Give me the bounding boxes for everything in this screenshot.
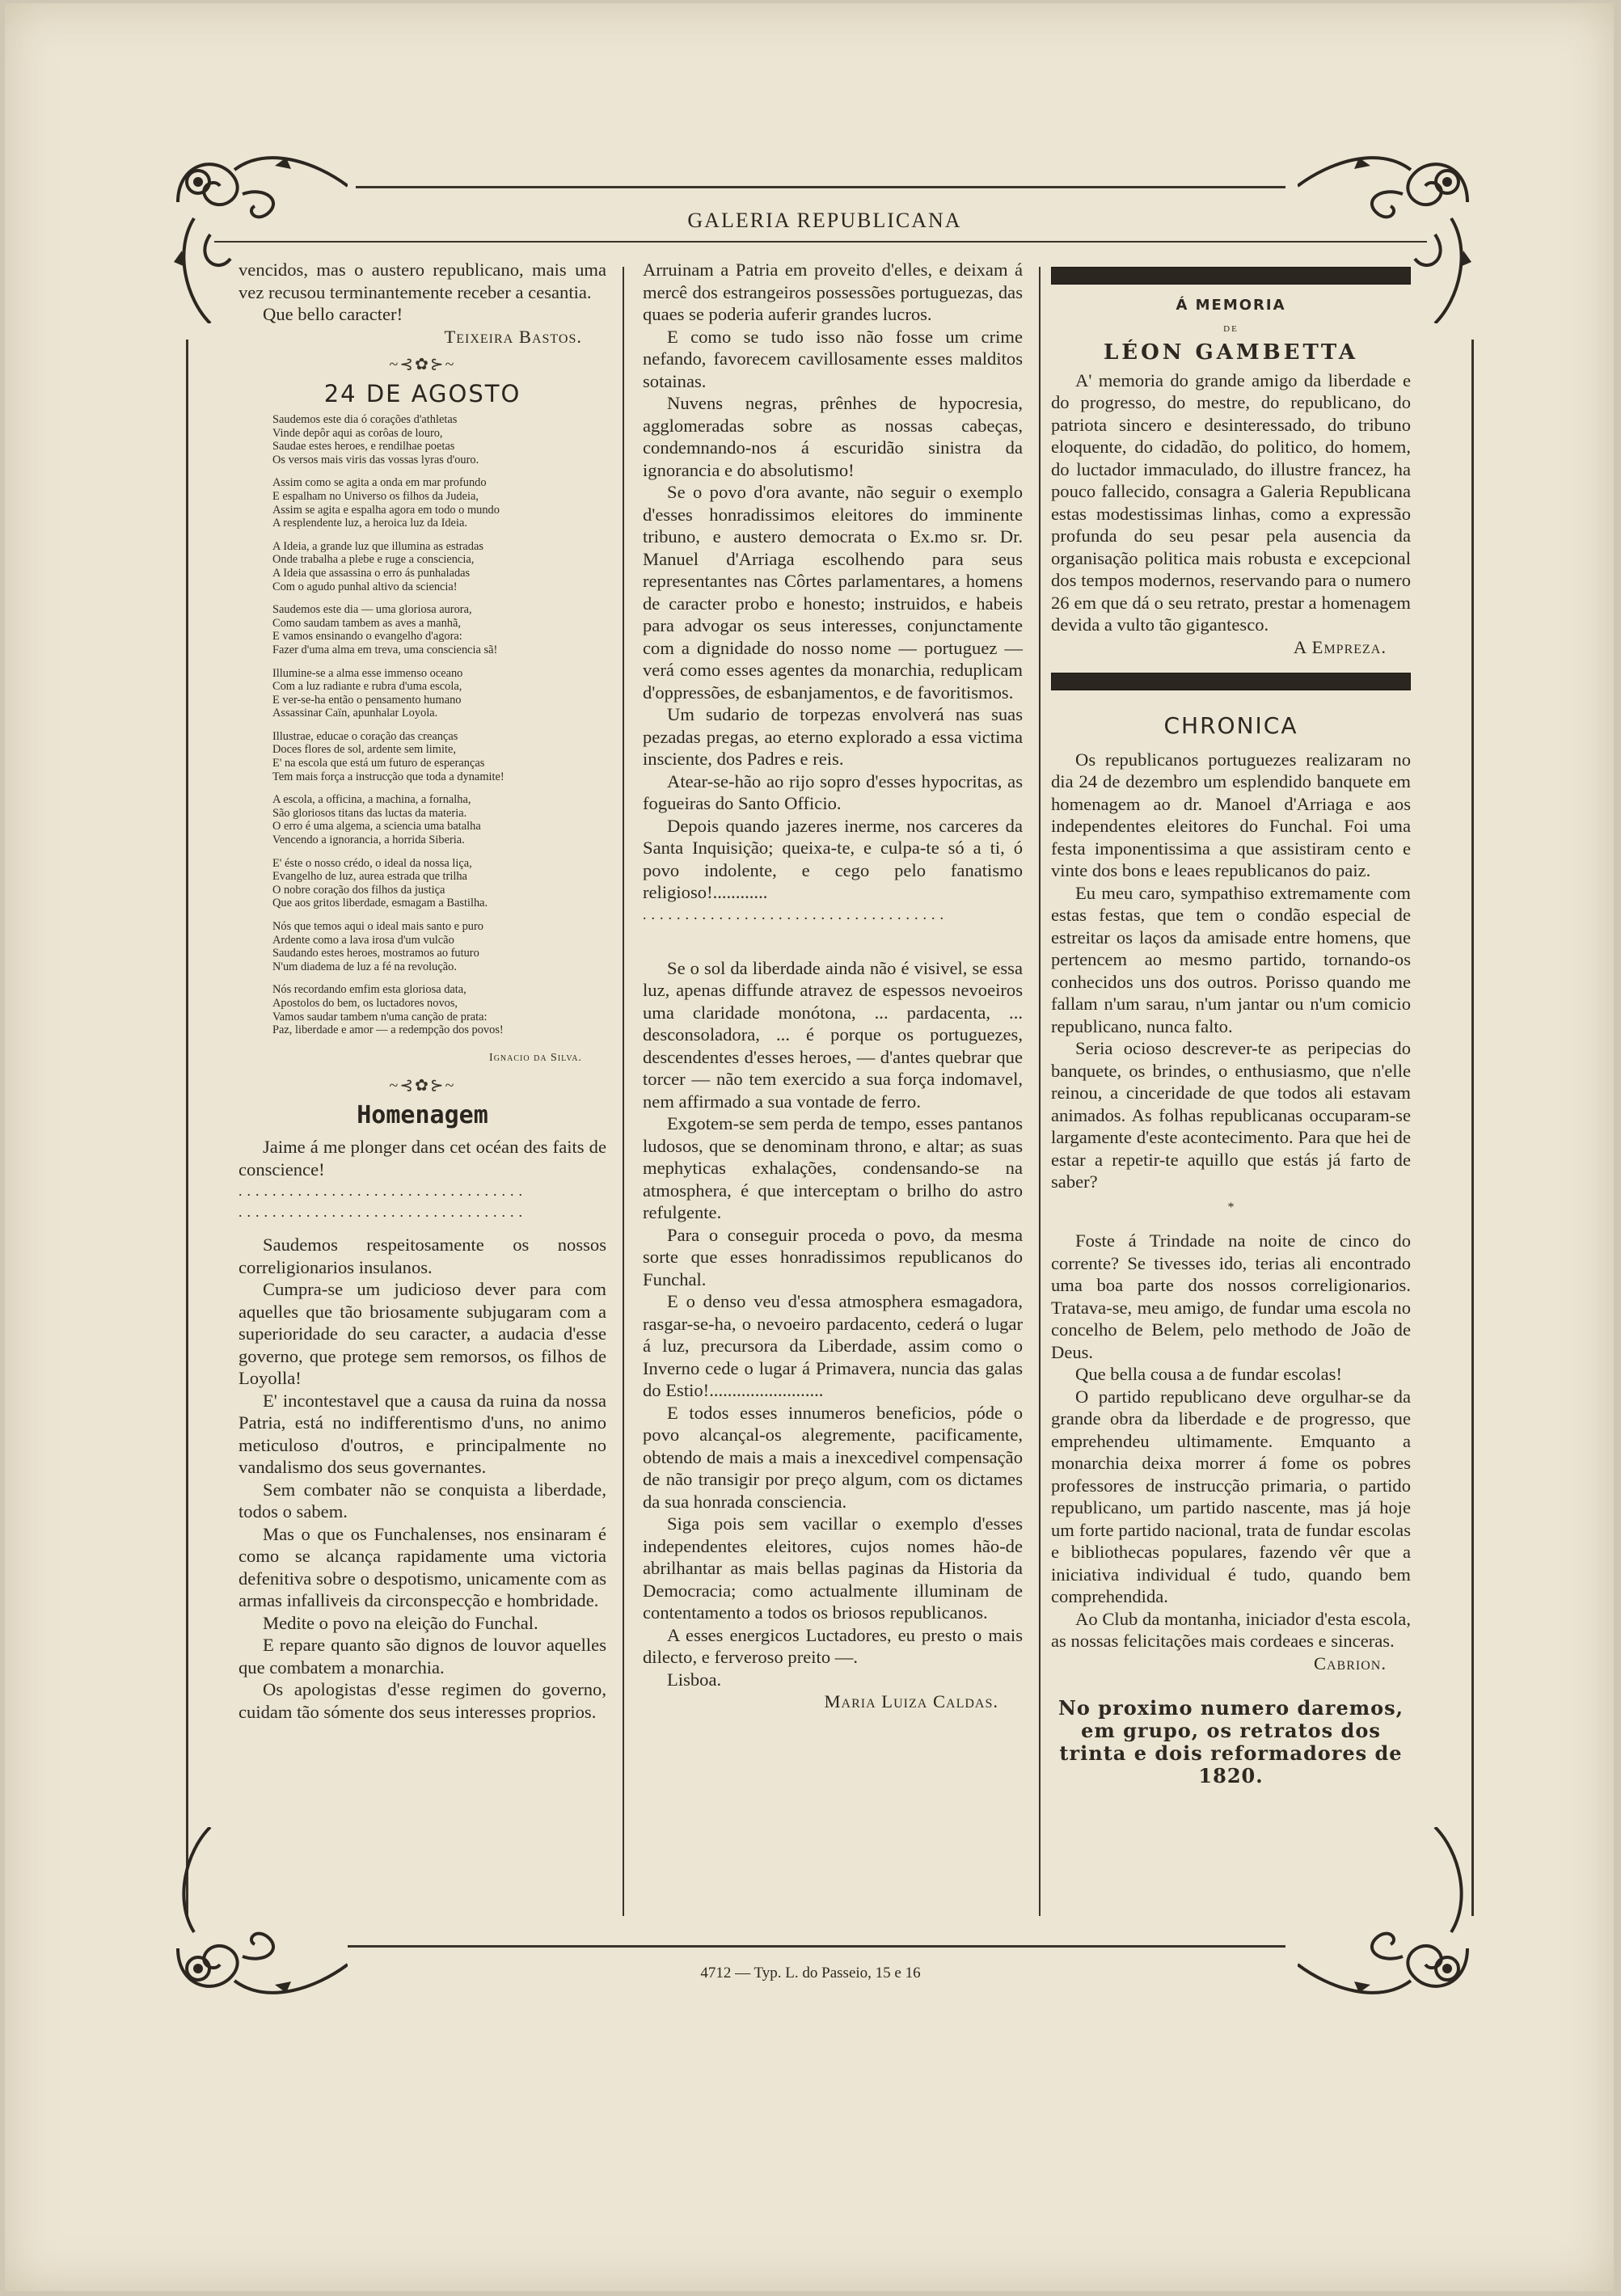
- poem-line: São gloriosos titans das luctas da materia.: [272, 806, 467, 820]
- homenagem-title: Homenagem: [357, 1100, 488, 1129]
- frame-bottom-line: [348, 1945, 1285, 1948]
- column-separator-1: [623, 267, 624, 1916]
- col2-paragraph: Atear-se-hão ao rijo sopro d'esses hypocritas, as fogueiras do Santo Officio.: [643, 770, 1023, 813]
- printer-footer: 4712 — Typ. L. do Passeio, 15 e 16: [700, 1965, 921, 1982]
- col2-paragraph: Um sudario de torpezas envolverá nas suas pezadas pregas, ao eterno explorado a essa victima insciente, dos Padres e reis.: [643, 704, 1023, 769]
- poem-line: Nós recordando emfim esta gloriosa data,: [272, 983, 466, 997]
- poem-line: Illustrae, educae o coração das creanças: [272, 729, 458, 743]
- poem-stanza: [272, 793, 606, 846]
- poem-stanza: [272, 857, 606, 910]
- column-1: [239, 259, 606, 1723]
- col2-paragraph: A esses energicos Luctadores, eu presto o mais dilecto, e ferveroso preito —.: [643, 1624, 1023, 1667]
- homenagem-paragraph: Cumpra-se um judicioso dever para com aquelles que tão briosamente subjugaram com a superioridade do seu caracter, a audacia d'esse governo, que protege sem remorsos, os filhos de Loyolla!: [239, 1279, 606, 1389]
- poem-stanza: [272, 730, 606, 783]
- poem-line: Como saudam tambem as aves a manhã,: [272, 616, 461, 630]
- poem-title: 24 DE AGOSTO: [323, 379, 521, 407]
- col2-paragraph: E todos esses innumeros beneficios, póde o povo alcançal-os alegremente, pacificamente, obtendo de mais a mais a inexcedivel compensação de não transigir por preço algum, com os dictames da sua honrada consciencia.: [643, 1402, 1023, 1512]
- dotted-line: ..................................: [239, 1183, 527, 1200]
- chronica-paragraph: O partido republicano deve orgulhar-se da grande obra da liberdade e de progresso, que emprehendeu ultimamente. Emquanto a monarchia deixa morrer á fome os pobres professores de instrucção primaria, o partido republicano, um partido nascente, mas já hoje um forte partido nacional, trata de fundar escolas e bibliothecas populares, fazendo vêr que a iniciativa individual é tudo, quando bem comprehendida.: [1051, 1386, 1411, 1606]
- signature-teixeira-bastos: Teixeira Bastos.: [444, 326, 582, 347]
- poem-line: A resplendente luz, a heroica luz da Ideia.: [272, 517, 467, 530]
- black-rule-bar: [1051, 673, 1411, 690]
- col2-paragraph: Se o povo d'ora avante, não seguir o exemplo d'esses honradissimos eleitores do imminente tribuno, e austero democrata o Ex.mo sr. Dr. Manuel d'Arriaga escolhendo para seus representantes nas Côrtes parlamentares, a homens de caracter probo e honesto; instruidos, e habeis para advogar os seus interesses, conjunctamente com a dignidade do nosso nome — portuguez — verá como esses agentes da monarchia, reduplicam d'oppressões, de esbanjamentos, e de favoritismos.: [643, 482, 1023, 703]
- chronica-title: CHRONICA: [1163, 712, 1298, 739]
- poem-line: O erro é uma algema, a sciencia uma batalha: [272, 820, 481, 834]
- poem-line: Evangelho de luz, aurea estrada que trilha: [272, 870, 467, 884]
- homenagem-paragraph: Os apologistas d'esse regimen do governo, cuidam tão sómente dos seus interesses proprios.: [239, 1679, 606, 1722]
- poem-line: Saudemos este dia — uma gloriosa aurora,: [272, 603, 472, 617]
- frame-top-line: [356, 186, 1285, 188]
- poem-stanza: [272, 667, 606, 720]
- signature-a-empreza: A Empreza.: [1293, 636, 1387, 657]
- poem-stanza: [272, 413, 606, 466]
- chronica-paragraph: Ao Club da montanha, iniciador d'esta escola, as nossas felicitações mais cordeaes e sinceras.: [1051, 1608, 1411, 1651]
- homenagem-paragraph: E repare quanto são dignos de louvor aquelles que combatem a monarchia.: [239, 1635, 606, 1678]
- poem-line: Vencendo a ignorancia, a horrida Siberia.: [272, 834, 465, 847]
- running-header: GALERIA REPUBLICANA: [687, 209, 962, 232]
- poem-line: Com a luz radiante e rubra d'uma escola,: [272, 680, 462, 694]
- poem-line: E ver-se-ha então o pensamento humano: [272, 693, 462, 707]
- chronica-paragraph: Seria ocioso descrever-te as peripecias do banquete, os brindes, o enthusiasmo, que n'elle reinou, a cinceridade de que todos ali estavam animados. As folhas republicanas occuparam-se largamente d'este acontecimento. Para que hei de estar a repetir-te aquillo que estás já farto de saber?: [1051, 1038, 1411, 1192]
- poem-line: Ardente como a lava irosa d'um vulcão: [272, 933, 454, 947]
- col2-paragraph: Arruinam a Patria em proveito d'elles, e deixam á mercê dos estrangeiros possessões portuguezas, das quaes se poderia auferir grandes lucros.: [643, 260, 1023, 324]
- col2-paragraph: Nuvens negras, prênhes de hypocresia, agglomeradas sobre as nossas cabeças, condemnando-nos á escuridão sinistra da ignorancia e do absolutismo!: [643, 393, 1023, 480]
- homenagem-paragraph: E' incontestavel que a causa da ruina da nossa Patria, está no indifferentismo d'uns, no animo meticuloso d'outros, e principalmente no vandalismo dos seus governantes.: [239, 1390, 606, 1478]
- poem-line: Nós que temos aqui o ideal mais santo e puro: [272, 920, 483, 933]
- homenagem-paragraph: Sem combater não se conquista a liberdade, todos o sabem.: [239, 1479, 606, 1522]
- poem-stanza: [272, 983, 606, 1036]
- col1-intro-paragraph: vencidos, mas o austero republicano, mais uma vez recusou terminantemente receber a cesantia.: [239, 260, 606, 302]
- col2-paragraph: Siga pois sem vacillar o exemplo d'esses independentes eleitores, cujos nomes hão-de abrilhantar as mais bellas paginas da Historia da Democracia; como actualmente illuminam de contentamento a todos os briosos republicanos.: [643, 1513, 1023, 1623]
- homenagem-epigraph: Jaime á me plonger dans cet océan des faits de conscience!: [239, 1137, 606, 1180]
- homenagem-paragraph: Medite o povo na eleição do Funchal.: [263, 1612, 538, 1633]
- poem-line: Saudae estes heroes, e rendilhae poetas: [272, 440, 455, 454]
- column-separator-2: [1039, 267, 1041, 1916]
- poem-line: Fazer d'uma alma em treva, uma consciencia sã!: [272, 643, 498, 656]
- chronica-paragraph: Foste á Trindade na noite de cinco do corrente? Se tivesses ido, terias ali encontrado uma boa parte dos nossos correligionarios. Tratava-se, meu amigo, de fundar uma escola no concelho de Belem, pelo methodo de João de Deus.: [1051, 1230, 1411, 1362]
- poem-line: Vinde depôr aqui as corôas de louro,: [272, 426, 443, 440]
- frame-left-line: [186, 340, 188, 1916]
- poem-line: Apostolos do bem, os luctadores novos,: [272, 996, 458, 1010]
- poem-line: Vamos saudar tambem n'uma canção de prata:: [272, 1010, 488, 1023]
- poem-line: Onde trabalha a plebe e ruge a consciencia,: [272, 553, 475, 567]
- col2-paragraph: Depois quando jazeres inerme, nos carceres da Santa Inquisição; queixa-te, e culpa-te só a ti, ó povo indolente, e cego pelo fanatismo religioso!............: [643, 815, 1023, 902]
- col1-intro-paragraph: Que bello caracter!: [263, 304, 403, 324]
- poem-stanza: [272, 476, 606, 530]
- poem-line: Doces flores de sol, ardente sem limite,: [272, 743, 456, 757]
- signature-maria-luiza-caldas: Maria Luiza Caldas.: [824, 1691, 998, 1711]
- poem-line: O nobre coração dos filhos da justiça: [272, 883, 445, 897]
- divider-ornament-icon: ~⊰✿⊱~: [389, 1077, 456, 1095]
- corner-ornament-bottom-right: [1298, 1827, 1484, 2013]
- poem-stanza: [272, 540, 606, 593]
- memoria-heading: Á MEMORIA: [1176, 297, 1286, 314]
- poem-line: Com o agudo punhal altivo da sciencia!: [272, 580, 458, 593]
- poem-line: Assim como se agita a onda em mar profundo: [272, 476, 487, 490]
- poem-line: Que aos gritos liberdade, esmagam a Bastilha.: [272, 897, 488, 910]
- memoria-de: DE: [1223, 323, 1239, 334]
- black-rule-bar: [1051, 267, 1411, 285]
- poem-line: Saudando estes heroes, mostramos ao futuro: [272, 947, 479, 960]
- frame-right-line: [1471, 340, 1474, 1916]
- column-3: [1051, 267, 1411, 1787]
- signature-ignacio-da-silva: Ignacio da Silva.: [489, 1051, 582, 1064]
- poem-line: A Ideia, a grande luz que illumina as estradas: [272, 539, 483, 553]
- col2-paragraph: Lisboa.: [667, 1669, 722, 1690]
- poem-line: E' na escola que está um futuro de esperanças: [272, 757, 485, 770]
- memoria-paragraph: A' memoria do grande amigo da liberdade e do progresso, do mestre, do republicano, do patriota sincero e desinteressado, do tribuno eloquente, do cidadão, do politico, do homem, do luctador immaculado, do illustre francez, ha pouco fallecido, consagra a Galeria Republicana estas modestissimas linhas, como a expressão profunda do seu pesar pela ausencia da organisação politica mais robusta e excepcional dos tempos modernos, reservando para o numero 26 em que dá o seu retrato, prestar a homenagem devida a vulto tão gigantesco.: [1051, 369, 1411, 635]
- poem-line: E vamos ensinando o evangelho d'agora:: [272, 630, 462, 644]
- poem-line: E' éste o nosso crédo, o ideal da nossa liça,: [272, 856, 472, 870]
- poem-line: Assim se agita e espalha agora em todo o mundo: [272, 503, 500, 517]
- next-issue-announcement: No proximo numero daremos, em grupo, os retratos dos trinta e dois reformadores de 1820.: [1057, 1696, 1404, 1787]
- chronica-paragraph: Eu meu caro, sympathiso extremamente com estas festas, que tem o condão especial de estreitar os laços da amisade entre homens, que pertencem ao mesmo partido, tornando-os conhecidos uns dos outros. Porisso quando me fallam n'um sarau, n'um jantar ou n'um comicio republicano, nunca falto.: [1051, 882, 1411, 1036]
- poem-line: A Ideia que assassina o erro ás punhaladas: [272, 566, 471, 580]
- column-2: [643, 259, 1023, 1713]
- col2-paragraph: Exgotem-se sem perda de tempo, esses pantanos ludosos, que se denominam throno, e altar; as suas mephyticas exhalações, condensando-se na atmosphera, é que interceptam o brilho do astro refulgente.: [643, 1113, 1023, 1222]
- poem-line: Assassinar Caïn, apunhalar Loyola.: [272, 707, 438, 720]
- dotted-line: ....................................: [643, 905, 948, 922]
- header-rule: [214, 241, 1427, 243]
- chronica-paragraph: Os republicanos portuguezes realizaram no dia 24 de dezembro um esplendido banquete em homenagem ao dr. Manoel d'Arriaga e aos independentes eleitores do Funchal. Foi uma festa imponentissima a que assistiram cento e vinte dos bons e leaes republicanos do paiz.: [1051, 749, 1411, 880]
- chronica-paragraph: Que bella cousa a de fundar escolas!: [1075, 1364, 1342, 1384]
- poem: [239, 413, 606, 1037]
- poem-line: Paz, liberdade e amor — a redempção dos povos!: [272, 1023, 504, 1037]
- memoria-name: LÉON GAMBETTA: [1103, 340, 1359, 365]
- poem-line: Tem mais força a instrucção que toda a dynamite!: [272, 770, 504, 783]
- col2-paragraph: Se o sol da liberdade ainda não é visivel, se essa luz, apenas diffunde atravez de espessos nevoeiros uma claridade monótona, ... pardacenta, ... desconsoladora, ... é porque os portuguezes, descendentes d'esses heroes, — d'antes quebrar que torcer — não tem exercido a sua força indomavel, nem affirmado a sua vontade de ferro.: [643, 957, 1023, 1112]
- poem-stanza: [272, 603, 606, 656]
- poem-stanza: [272, 920, 606, 973]
- col2-paragraph: E como se tudo isso não fosse um crime nefando, favorecem cavillosamente esses malditos sotainas.: [643, 326, 1023, 391]
- poem-line: Illumine-se a alma esse immenso oceano: [272, 666, 463, 680]
- homenagem-paragraph: Saudemos respeitosamente os nossos correligionarios insulanos.: [239, 1235, 606, 1277]
- poem-line: Os versos mais viris das vossas lyras d'ouro.: [272, 453, 479, 466]
- divider-ornament-icon: ~⊰✿⊱~: [389, 356, 456, 374]
- poem-line: E espalham no Universo os filhos da Judeia,: [272, 489, 479, 503]
- poem-line: N'um diadema de luz a fé na revolução.: [272, 960, 457, 973]
- poem-line: A escola, a officina, a machina, a fornalha,: [272, 793, 471, 807]
- col2-paragraph: Para o conseguir proceda o povo, da mesma sorte que esses honradissimos republicanos do Funchal.: [643, 1224, 1023, 1289]
- homenagem-paragraph: Mas o que os Funchalenses, nos ensinaram é como se alcança rapidamente uma victoria defenitiva sobre o despotismo, unicamente com as armas infalliveis da circonspecção e hombridade.: [239, 1523, 606, 1611]
- poem-line: Saudemos este dia ó corações d'athletas: [272, 413, 458, 426]
- signature-cabrion: Cabrion.: [1313, 1652, 1387, 1673]
- asterisk-separator: *: [1227, 1200, 1235, 1214]
- col2-paragraph: E o denso veu d'essa atmosphera esmagadora, rasgar-se-ha, o nevoeiro pardacento, cederá o lugar á luz, precursora da Liberdade, assim como o Inverno cede o lugar á Primavera, nuncia das galas do Estio!.........................: [643, 1291, 1023, 1400]
- corner-ornament-bottom-left: [162, 1827, 348, 2013]
- dotted-line: ..................................: [239, 1204, 527, 1221]
